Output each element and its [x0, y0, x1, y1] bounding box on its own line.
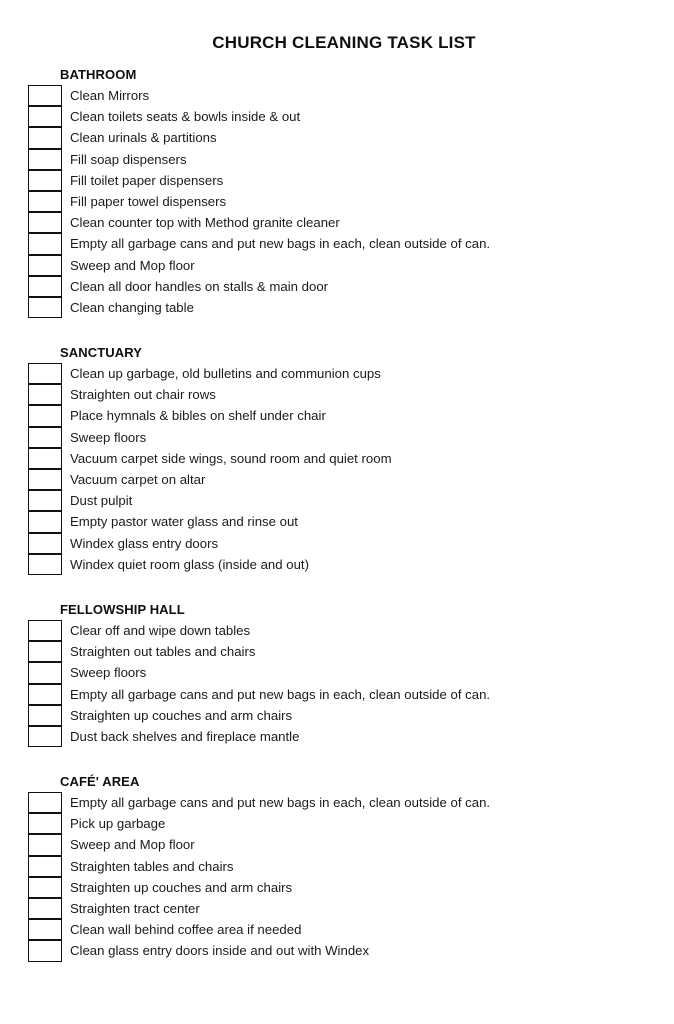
task-label: Clean urinals & partitions	[70, 130, 217, 146]
task-label: Clean wall behind coffee area if needed	[70, 922, 302, 938]
task-checkbox[interactable]	[28, 662, 62, 683]
task-checkbox[interactable]	[28, 170, 62, 191]
task-row	[0, 726, 674, 747]
task-checkbox[interactable]	[28, 554, 62, 575]
task-checkbox[interactable]	[28, 792, 62, 813]
task-label: Pick up garbage	[70, 816, 166, 832]
task-label: Straighten out tables and chairs	[70, 644, 256, 660]
task-label: Windex glass entry doors	[70, 535, 219, 551]
task-label: Straighten tables and chairs	[70, 858, 234, 874]
task-checkbox[interactable]	[28, 448, 62, 469]
task-row	[0, 856, 674, 877]
task-row	[0, 149, 674, 170]
task-checkbox[interactable]	[28, 384, 62, 405]
task-checkbox[interactable]	[28, 856, 62, 877]
section-heading: SANCTUARY	[60, 345, 143, 361]
task-checkbox[interactable]	[28, 898, 62, 919]
task-row	[0, 813, 674, 834]
task-row	[0, 684, 674, 705]
task-row	[0, 834, 674, 855]
task-label: Clean counter top with Method granite cleaner	[70, 215, 340, 231]
task-checkbox[interactable]	[28, 297, 62, 318]
page-title: CHURCH CLEANING TASK LIST	[212, 33, 476, 52]
task-checkbox[interactable]	[28, 233, 62, 254]
task-row	[0, 106, 674, 127]
task-row	[0, 554, 674, 575]
task-checkbox[interactable]	[28, 940, 62, 961]
task-row	[0, 490, 674, 511]
task-label: Sweep and Mop floor	[70, 837, 195, 853]
checkbox-column	[0, 620, 674, 747]
task-row	[0, 170, 674, 191]
section-list	[0, 67, 674, 962]
checkbox-column	[0, 85, 674, 318]
task-row	[0, 620, 674, 641]
task-checkbox[interactable]	[28, 705, 62, 726]
task-label: Clean toilets seats & bowls inside & out	[70, 109, 301, 125]
task-label: Sweep floors	[70, 429, 147, 445]
task-row	[0, 276, 674, 297]
section-heading: BATHROOM	[60, 67, 137, 82]
task-section	[0, 67, 674, 318]
task-label: Clean Mirrors	[70, 88, 150, 103]
task-checkbox[interactable]	[28, 85, 62, 106]
task-checkbox[interactable]	[28, 469, 62, 490]
task-label: Windex quiet room glass (inside and out)	[70, 556, 309, 572]
task-row	[0, 384, 674, 405]
task-label: Vacuum carpet side wings, sound room and quiet room	[70, 450, 392, 466]
task-checkbox[interactable]	[28, 255, 62, 276]
task-row	[0, 792, 674, 813]
task-row	[0, 448, 674, 469]
task-label: Straighten out chair rows	[70, 387, 216, 403]
task-checkbox[interactable]	[28, 276, 62, 297]
task-checkbox[interactable]	[28, 620, 62, 641]
task-checkbox[interactable]	[28, 919, 62, 940]
task-section	[0, 345, 674, 575]
task-label: Straighten up couches and arm chairs	[70, 707, 293, 723]
task-row	[0, 662, 674, 683]
task-checkbox[interactable]	[28, 490, 62, 511]
task-checkbox[interactable]	[28, 106, 62, 127]
section-heading: CAFÉ' AREA	[60, 774, 140, 790]
task-label: Fill soap dispensers	[70, 151, 187, 167]
task-checkbox[interactable]	[28, 149, 62, 170]
task-row	[0, 469, 674, 490]
task-row	[0, 705, 674, 726]
task-label: Straighten up couches and arm chairs	[70, 879, 293, 895]
task-label: Sweep floors	[70, 665, 147, 681]
task-row	[0, 641, 674, 662]
task-checkbox[interactable]	[28, 127, 62, 148]
task-row	[0, 85, 674, 106]
task-row	[0, 511, 674, 532]
task-label: Straighten tract center	[70, 901, 200, 916]
task-row	[0, 877, 674, 898]
task-row	[0, 127, 674, 148]
task-row	[0, 191, 674, 212]
task-checkbox[interactable]	[28, 533, 62, 554]
task-checkbox[interactable]	[28, 511, 62, 532]
task-label: Clean all door handles on stalls & main door	[70, 278, 329, 294]
task-row	[0, 940, 674, 961]
task-checkbox[interactable]	[28, 877, 62, 898]
task-section	[0, 774, 674, 962]
task-label: Dust pulpit	[70, 493, 133, 509]
task-label: Empty all garbage cans and put new bags in each, clean outside of can.	[70, 686, 491, 702]
task-label: Vacuum carpet on altar	[70, 472, 206, 487]
task-label: Empty pastor water glass and rinse out	[70, 514, 298, 530]
task-checkbox[interactable]	[28, 405, 62, 426]
task-row	[0, 297, 674, 318]
task-checkbox[interactable]	[28, 363, 62, 384]
section-heading: FELLOWSHIP HALL	[60, 601, 185, 617]
task-label: Empty all garbage cans and put new bags in each, clean outside of can.	[70, 236, 491, 252]
task-label: Clean up garbage, old bulletins and communion cups	[70, 366, 381, 382]
task-checkbox[interactable]	[28, 813, 62, 834]
task-label: Clear off and wipe down tables	[70, 622, 251, 638]
task-label: Place hymnals & bibles on shelf under chair	[70, 408, 326, 424]
task-row	[0, 405, 674, 426]
checkbox-column	[0, 792, 674, 962]
task-checkbox[interactable]	[28, 427, 62, 448]
task-row	[0, 427, 674, 448]
task-label: Clean changing table	[70, 299, 194, 315]
task-section	[0, 602, 674, 747]
task-label: Fill paper towel dispensers	[70, 193, 227, 209]
task-row	[0, 919, 674, 940]
task-checkbox[interactable]	[28, 212, 62, 233]
task-label: Sweep and Mop floor	[70, 257, 195, 273]
task-label: Empty all garbage cans and put new bags in each, clean outside of can.	[70, 795, 491, 811]
task-row	[0, 233, 674, 254]
task-row	[0, 898, 674, 919]
task-checkbox[interactable]	[28, 191, 62, 212]
checkbox-column	[0, 363, 674, 575]
task-checkbox[interactable]	[28, 684, 62, 705]
task-checkbox[interactable]	[28, 834, 62, 855]
task-row	[0, 255, 674, 276]
task-row	[0, 363, 674, 384]
task-label: Fill toilet paper dispensers	[70, 172, 224, 188]
task-label: Dust back shelves and fireplace mantle	[70, 728, 300, 744]
task-row	[0, 212, 674, 233]
task-checkbox[interactable]	[28, 726, 62, 747]
task-checkbox[interactable]	[28, 641, 62, 662]
task-label: Clean glass entry doors inside and out with Windex	[70, 943, 370, 959]
task-row	[0, 533, 674, 554]
